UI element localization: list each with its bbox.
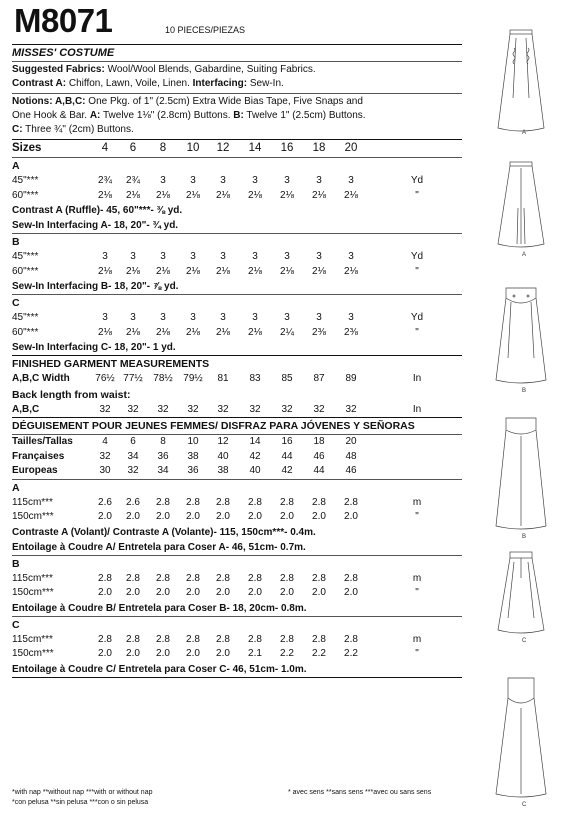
cell-value: 2.1 — [248, 648, 262, 659]
row-label: 150cm*** — [12, 648, 54, 659]
cell-value: 2.8 — [280, 572, 294, 584]
interfacing-note: Contraste A (Volant)/ Contraste A (Volante)- 115, 150cm***- 0.4m. — [12, 526, 316, 538]
cell-value: 2⅛ — [216, 265, 230, 277]
metric-b-notes — [12, 601, 462, 616]
yardage-row — [12, 572, 462, 587]
cell-value: 2⅛ — [186, 189, 200, 201]
skirt-sketch-c-back — [496, 678, 546, 797]
cell-value: 2⅛ — [156, 265, 170, 277]
cell-value: 2.0 — [216, 511, 230, 522]
footnote-spanish: *con pelusa **sin pelusa ***con o sin pelusa — [12, 799, 149, 806]
interfacing-note: Sew-In Interfacing C- 18, 20"- 1 yd. — [12, 342, 176, 353]
cell-value: 2.8 — [186, 633, 200, 645]
notions-line3: Three ¾" (2cm) Buttons. — [22, 124, 134, 135]
cell-value: 32 — [99, 450, 111, 462]
cell-value: 2⅛ — [98, 189, 112, 201]
cell-value: 32 — [127, 465, 139, 476]
yardage-row — [12, 189, 462, 204]
row-label: 60"*** — [12, 326, 39, 338]
cell-value: 2.8 — [156, 496, 170, 508]
cell-value: 2.8 — [312, 633, 326, 645]
row-label: 60"*** — [12, 265, 39, 277]
cell-value: 89 — [345, 373, 357, 384]
fabrics-text: Wool/Wool Blends, Gabardine, Suiting Fabrics. — [104, 64, 316, 75]
yardage-row — [12, 450, 462, 465]
cell-value: 3 — [102, 312, 108, 323]
cell-value: 83 — [249, 373, 261, 384]
row-label: Sizes — [12, 142, 42, 154]
metric-a-label: A — [12, 481, 20, 494]
cell-value: 2.8 — [248, 572, 262, 584]
cell-value: 2.8 — [280, 633, 294, 645]
cell-value: 4 — [102, 436, 108, 447]
metric-b-rows — [12, 572, 462, 601]
back-length-title: Back length from waist: — [12, 388, 131, 401]
cell-value: 2.0 — [126, 648, 140, 659]
row-label: Françaises — [12, 450, 65, 462]
view-b-label: B — [12, 236, 20, 248]
cell-value: 12 — [216, 142, 230, 154]
row-label: A,B,C Width — [12, 373, 70, 384]
yardage-row — [12, 250, 462, 265]
interfacing-note: Entoilage à Coudre A/ Entretela para Coser A- 46, 51cm- 0.7m. — [12, 541, 306, 553]
cell-value: 4 — [101, 142, 109, 154]
cell-value: 38 — [187, 450, 199, 462]
cell-value: 2.0 — [126, 511, 140, 522]
interfacing-text: Sew-In. — [247, 78, 284, 89]
notions-b-label: B: — [233, 110, 244, 121]
yardage-row — [12, 265, 462, 280]
metric-c-rows — [12, 633, 462, 662]
sizes-row — [12, 140, 462, 157]
row-label: 45"*** — [12, 312, 39, 323]
cell-value: 18 — [313, 436, 325, 447]
cell-value: 10 — [187, 436, 199, 447]
cell-value: 3 — [220, 251, 226, 262]
cell-value: 2.0 — [156, 648, 170, 659]
cell-value: 2⅛ — [126, 189, 140, 201]
yardage-row — [12, 435, 462, 450]
view-b-notes — [12, 279, 462, 294]
row-label: 45"*** — [12, 175, 39, 186]
cell-value: 18 — [312, 142, 326, 154]
footnote-english: *with nap **without nap ***with or without nap — [12, 789, 153, 796]
cell-value: 2.8 — [280, 496, 294, 508]
cell-value: 2⅛ — [248, 189, 262, 201]
cell-value: 2.0 — [248, 587, 262, 598]
skirt-sketches — [478, 18, 564, 818]
cell-value: 44 — [313, 465, 325, 476]
cell-value: 34 — [127, 450, 139, 462]
cell-value: 40 — [249, 465, 261, 476]
cell-value: 16 — [280, 142, 294, 154]
unit-label: Yd — [410, 251, 424, 262]
cell-value: 3 — [316, 312, 322, 323]
cell-value: 8 — [159, 142, 167, 154]
cell-value: 32 — [187, 403, 199, 415]
row-label: Tailles/Tallas — [12, 436, 73, 447]
metric-sizes — [12, 435, 462, 479]
notions-line2b: Twelve 1⅛" (2.8cm) Buttons. — [100, 110, 234, 121]
cell-value: 2⅛ — [312, 189, 326, 201]
interfacing-note: Entoilage à Coudre C/ Entretela para Coser C- 46, 51cm- 1.0m. — [12, 663, 307, 675]
cell-value: 2.0 — [248, 511, 262, 522]
yardage-row — [12, 311, 462, 326]
footnote-french: * avec sens **sans sens ***avec ou sans sens — [288, 789, 432, 796]
cell-value: 3 — [220, 312, 226, 323]
cell-value: 46 — [313, 450, 325, 462]
row-label: 150cm*** — [12, 587, 54, 598]
notions-block — [12, 94, 462, 139]
yardage-row — [12, 326, 462, 341]
back-length-row — [12, 403, 462, 418]
cell-value: 2.6 — [98, 496, 112, 508]
cell-value: 3 — [130, 312, 136, 323]
cell-value: 2¼ — [280, 326, 294, 338]
cell-value: 85 — [281, 373, 293, 384]
unit-label: m — [412, 572, 422, 584]
cell-value: 2¾ — [98, 175, 112, 186]
unit-label: In — [412, 373, 422, 384]
pieces-count: 10 PIECES/PIEZAS — [165, 25, 246, 35]
skirt-sketch-b-front — [496, 288, 546, 383]
cell-value: 2⅛ — [216, 326, 230, 338]
cell-value: 3 — [348, 312, 354, 323]
cell-value: 2.8 — [98, 633, 112, 645]
cell-value: 3 — [102, 251, 108, 262]
sketch-label-c-back: C — [522, 802, 527, 808]
row-label: A,B,C — [12, 403, 40, 415]
cell-value: 2⅛ — [186, 326, 200, 338]
cell-value: 2.0 — [216, 587, 230, 598]
cell-value: 12 — [217, 436, 229, 447]
cell-value: 2.8 — [126, 572, 140, 584]
sketch-label-b-back: B — [522, 534, 527, 540]
cell-value: 2.8 — [248, 633, 262, 645]
sketch-label-a-back: A — [522, 252, 527, 258]
cell-value: 2.0 — [186, 511, 200, 522]
view-c-rows — [12, 311, 462, 340]
cell-value: 2.0 — [312, 587, 326, 598]
cell-value: 32 — [281, 403, 293, 415]
cell-value: 2.0 — [156, 511, 170, 522]
cell-value: 2.0 — [98, 587, 112, 598]
cell-value: 40 — [217, 450, 229, 462]
contrast-label: Contrast A: — [12, 78, 67, 89]
metric-c-notes — [12, 662, 462, 677]
unit-label: " — [415, 587, 419, 598]
cell-value: 79½ — [183, 373, 203, 384]
cell-value: 2.8 — [344, 496, 358, 508]
cell-value: 2⅛ — [216, 189, 230, 201]
cell-value: 32 — [217, 403, 229, 415]
cell-value: 3 — [220, 175, 226, 186]
cell-value: 2.0 — [186, 587, 200, 598]
cell-value: 16 — [281, 436, 293, 447]
cell-value: 46 — [345, 465, 357, 476]
cell-value: 32 — [313, 403, 325, 415]
cell-value: 36 — [187, 465, 199, 476]
cell-value: 2⅜ — [312, 326, 326, 338]
cell-value: 2⅛ — [126, 265, 140, 277]
row-label: 115cm*** — [12, 633, 53, 645]
cell-value: 48 — [345, 450, 357, 462]
notions-a-label: A: — [89, 110, 101, 121]
cell-value: 2.0 — [156, 587, 170, 598]
metric-a-notes — [12, 525, 462, 555]
yardage-row — [12, 647, 462, 662]
cell-value: 3 — [348, 251, 354, 262]
cell-value: 2.0 — [186, 648, 200, 659]
unit-label: Yd — [410, 312, 424, 323]
sketch-label-b-front: B — [522, 388, 527, 394]
cell-value: 32 — [345, 403, 357, 415]
skirt-sketch-a-front — [498, 30, 544, 131]
yardage-row — [12, 496, 462, 511]
cell-value: 6 — [130, 436, 136, 447]
row-label: 150cm*** — [12, 511, 54, 522]
cell-value: 2.8 — [216, 496, 230, 508]
cell-value: 32 — [99, 403, 111, 415]
cell-value: 30 — [99, 465, 111, 476]
view-a-label: A — [12, 160, 20, 172]
metric-c-label: C — [12, 618, 20, 631]
metric-a-rows — [12, 496, 462, 525]
cell-value: 2⅛ — [156, 189, 170, 201]
cell-value: 2⅛ — [344, 265, 358, 277]
interfacing-note: Sew-In Interfacing A- 18, 20"- ¾ yd. — [12, 220, 179, 231]
cell-value: 3 — [316, 251, 322, 262]
cell-value: 2.8 — [344, 633, 358, 645]
cell-value: 2.8 — [312, 572, 326, 584]
cell-value: 2.8 — [216, 633, 230, 645]
view-c-label: C — [12, 297, 20, 309]
cell-value: 3 — [130, 251, 136, 262]
misses-title: MISSES' COSTUME — [12, 47, 115, 59]
cell-value: 76½ — [95, 373, 115, 384]
sketch-label-a-front: A — [522, 130, 527, 136]
yardage-row — [12, 174, 462, 189]
yardage-row — [12, 633, 462, 648]
fabrics-label: Suggested Fabrics: — [12, 64, 105, 75]
view-c-notes — [12, 340, 462, 355]
cell-value: 3 — [284, 251, 290, 262]
cell-value: 2⅛ — [126, 326, 140, 338]
cell-value: 3 — [316, 175, 322, 186]
cell-value: 2.2 — [280, 648, 294, 659]
cell-value: 2.8 — [186, 496, 200, 508]
metric-b-label: B — [12, 557, 20, 570]
cell-value: 32 — [249, 403, 261, 415]
cell-value: 38 — [217, 465, 229, 476]
cell-value: 20 — [344, 142, 358, 154]
cell-value: 2.8 — [344, 572, 358, 584]
cell-value: 10 — [186, 142, 200, 154]
unit-label: " — [415, 511, 419, 522]
yardage-row — [12, 464, 462, 479]
cell-value: 2.0 — [216, 648, 230, 659]
row-label: 60"*** — [12, 189, 39, 201]
notions-line2c: Twelve 1" (2.5cm) Buttons. — [243, 110, 366, 121]
fabrics-block — [12, 62, 462, 93]
cell-value: 42 — [249, 450, 261, 462]
cell-value: 2.2 — [312, 648, 326, 659]
cell-value: 87 — [313, 373, 325, 384]
cell-value: 2.6 — [126, 496, 140, 508]
cell-value: 2.8 — [156, 633, 170, 645]
cell-value: 2⅛ — [344, 189, 358, 201]
skirt-sketch-b-back — [496, 418, 546, 529]
notions-line2a: One Hook & Bar. — [12, 110, 90, 121]
cell-value: 2⅛ — [186, 265, 200, 277]
cell-value: 3 — [160, 312, 166, 323]
cell-value: 77½ — [123, 373, 143, 384]
cell-value: 2.8 — [216, 572, 230, 584]
cell-value: 3 — [252, 312, 258, 323]
cell-value: 3 — [190, 175, 196, 186]
cell-value: 3 — [190, 312, 196, 323]
cell-value: 8 — [160, 436, 166, 447]
unit-label: Yd — [410, 175, 424, 186]
cell-value: 6 — [129, 142, 137, 154]
unit-label: " — [415, 648, 419, 659]
cell-value: 3 — [190, 251, 196, 262]
cell-value: 42 — [281, 465, 293, 476]
row-label: 115cm*** — [12, 496, 53, 508]
cell-value: 36 — [157, 450, 169, 462]
view-a-rows — [12, 174, 462, 203]
cell-value: 2⅛ — [248, 326, 262, 338]
unit-label: " — [415, 326, 419, 338]
cell-value: 2.8 — [126, 633, 140, 645]
cell-value: 14 — [248, 142, 262, 154]
sketch-label-c-front: C — [522, 638, 527, 644]
cell-value: 44 — [281, 450, 293, 462]
yardage-row — [12, 586, 462, 601]
cell-value: 2.8 — [312, 496, 326, 508]
instruction-sheet — [12, 0, 462, 678]
finished-width-row — [12, 372, 462, 387]
cell-value: 2.0 — [126, 587, 140, 598]
cell-value: 2.8 — [248, 496, 262, 508]
finished-title: FINISHED GARMENT MEASUREMENTS — [12, 358, 210, 370]
notions-line1: One Pkg. of 1" (2.5cm) Extra Wide Bias Tape, Five Snaps and — [85, 96, 363, 107]
cell-value: 14 — [249, 436, 261, 447]
contrast-text: Chiffon, Lawn, Voile, Linen. — [66, 78, 193, 89]
interfacing-note: Sew-In Interfacing B- 18, 20"- ⅞ yd. — [12, 281, 179, 292]
cell-value: 34 — [157, 465, 169, 476]
cell-value: 78½ — [153, 373, 173, 384]
cell-value: 2¾ — [126, 175, 140, 186]
cell-value: 81 — [217, 373, 229, 384]
cell-value: 3 — [160, 175, 166, 186]
unit-label: " — [415, 189, 419, 201]
unit-label: m — [412, 633, 422, 645]
cell-value: 2⅛ — [98, 265, 112, 277]
cell-value: 2.0 — [280, 587, 294, 598]
skirt-sketch-c-front — [498, 552, 544, 633]
pattern-number: M8071 — [14, 2, 113, 39]
cell-value: 2.0 — [280, 511, 294, 522]
cell-value: 2.8 — [156, 572, 170, 584]
cell-value: 2.0 — [312, 511, 326, 522]
row-label: 115cm*** — [12, 572, 53, 584]
cell-value: 2⅛ — [248, 265, 262, 277]
unit-label: m — [412, 496, 422, 508]
cell-value: 32 — [127, 403, 139, 415]
cell-value: 32 — [157, 403, 169, 415]
cell-value: 20 — [345, 436, 357, 447]
row-label: 45"*** — [12, 251, 39, 262]
view-a-notes — [12, 203, 462, 233]
cell-value: 3 — [284, 175, 290, 186]
spanish-title: DÉGUISEMENT POUR JEUNES FEMMES/ DISFRAZ PARA JÓVENES Y SEÑORAS — [12, 420, 415, 432]
cell-value: 2⅛ — [98, 326, 112, 338]
cell-value: 2⅛ — [312, 265, 326, 277]
skirt-sketch-a-back — [498, 162, 544, 247]
interfacing-note: Contrast A (Ruffle)- 45, 60"***- ⅜ yd. — [12, 205, 183, 216]
cell-value: 2.8 — [98, 572, 112, 584]
cell-value: 2.0 — [98, 511, 112, 522]
cell-value: 2.0 — [344, 511, 358, 522]
view-b-rows — [12, 250, 462, 279]
notions-label: Notions: A,B,C: — [12, 96, 86, 107]
notions-c-label: C: — [12, 124, 23, 135]
cell-value: 3 — [160, 251, 166, 262]
header — [12, 0, 462, 44]
cell-value: 2⅛ — [156, 326, 170, 338]
cell-value: 2.2 — [344, 648, 358, 659]
cell-value: 2⅛ — [280, 189, 294, 201]
yardage-row — [12, 510, 462, 525]
cell-value: 2⅜ — [344, 326, 358, 338]
cell-value: 3 — [348, 175, 354, 186]
unit-label: " — [415, 265, 419, 277]
cell-value: 2⅛ — [280, 265, 294, 277]
row-label: Europeas — [12, 465, 58, 476]
cell-value: 2.0 — [344, 587, 358, 598]
cell-value: 3 — [252, 251, 258, 262]
unit-label: In — [412, 403, 422, 415]
cell-value: 3 — [252, 175, 258, 186]
cell-value: 2.0 — [98, 648, 112, 659]
interfacing-note: Entoilage à Coudre B/ Entretela para Coser B- 18, 20cm- 0.8m. — [12, 602, 307, 614]
interfacing-label: Interfacing: — [192, 78, 248, 89]
cell-value: 2.8 — [186, 572, 200, 584]
cell-value: 3 — [284, 312, 290, 323]
